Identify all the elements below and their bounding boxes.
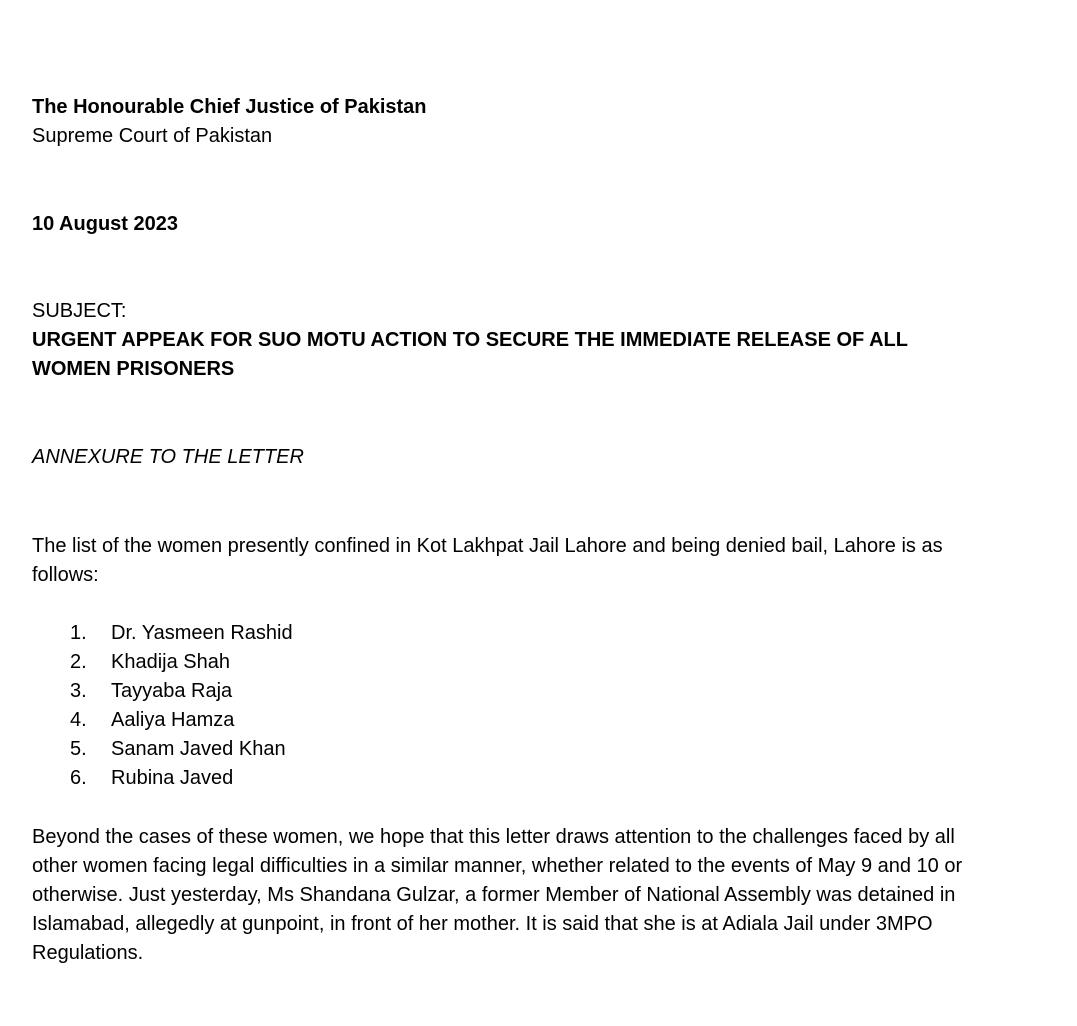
list-item — [70, 764, 293, 793]
women-list — [70, 619, 293, 793]
list-item — [70, 706, 293, 735]
addressee-court: Supreme Court of Pakistan — [32, 125, 273, 147]
list-item-number: 6. — [70, 767, 87, 789]
list-item — [70, 677, 293, 706]
closing-line-5: Regulations. — [32, 942, 144, 964]
subject-text-line-2: WOMEN PRISONERS — [32, 358, 235, 380]
subject-block — [32, 297, 1062, 384]
closing-paragraph — [32, 823, 1072, 968]
closing-line-1: Beyond the cases of these women, we hope that this letter draws attention to the challenges faced by all — [32, 826, 955, 848]
list-item — [70, 619, 293, 648]
letter-date: 10 August 2023 — [32, 213, 178, 235]
list-item — [70, 648, 293, 677]
list-item-name: Rubina Javed — [111, 767, 234, 789]
list-item-number: 3. — [70, 680, 87, 702]
list-item-name: Khadija Shah — [111, 651, 230, 673]
list-item-name: Aaliya Hamza — [111, 709, 235, 731]
list-item-number: 5. — [70, 738, 87, 760]
intro-line-2: follows: — [32, 564, 99, 586]
list-item — [70, 735, 293, 764]
addressee-title: The Honourable Chief Justice of Pakistan — [32, 96, 427, 118]
intro-paragraph — [32, 532, 1067, 590]
closing-line-3: otherwise. Just yesterday, Ms Shandana Gulzar, a former Member of National Assembly was detained in — [32, 884, 956, 906]
closing-line-2: other women facing legal difficulties in a similar manner, whether related to the events of May 9 and 10 or — [32, 855, 963, 877]
closing-line-4: Islamabad, allegedly at gunpoint, in front of her mother. It is said that she is at Adiala Jail under 3MPO — [32, 913, 933, 935]
subject-text-line-1: URGENT APPEAK FOR SUO MOTU ACTION TO SECURE THE IMMEDIATE RELEASE OF ALL — [32, 329, 908, 351]
list-item-number: 4. — [70, 709, 87, 731]
intro-line-1: The list of the women presently confined in Kot Lakhpat Jail Lahore and being denied bail, Lahore is as — [32, 535, 943, 557]
addressee-block — [32, 93, 427, 151]
list-item-number: 1. — [70, 622, 87, 644]
list-item-name: Tayyaba Raja — [111, 680, 233, 702]
annexure-heading: ANNEXURE TO THE LETTER — [32, 446, 304, 468]
list-item-number: 2. — [70, 651, 87, 673]
list-item-name: Dr. Yasmeen Rashid — [111, 622, 293, 644]
list-item-name: Sanam Javed Khan — [111, 738, 286, 760]
subject-label: SUBJECT: — [32, 300, 127, 322]
